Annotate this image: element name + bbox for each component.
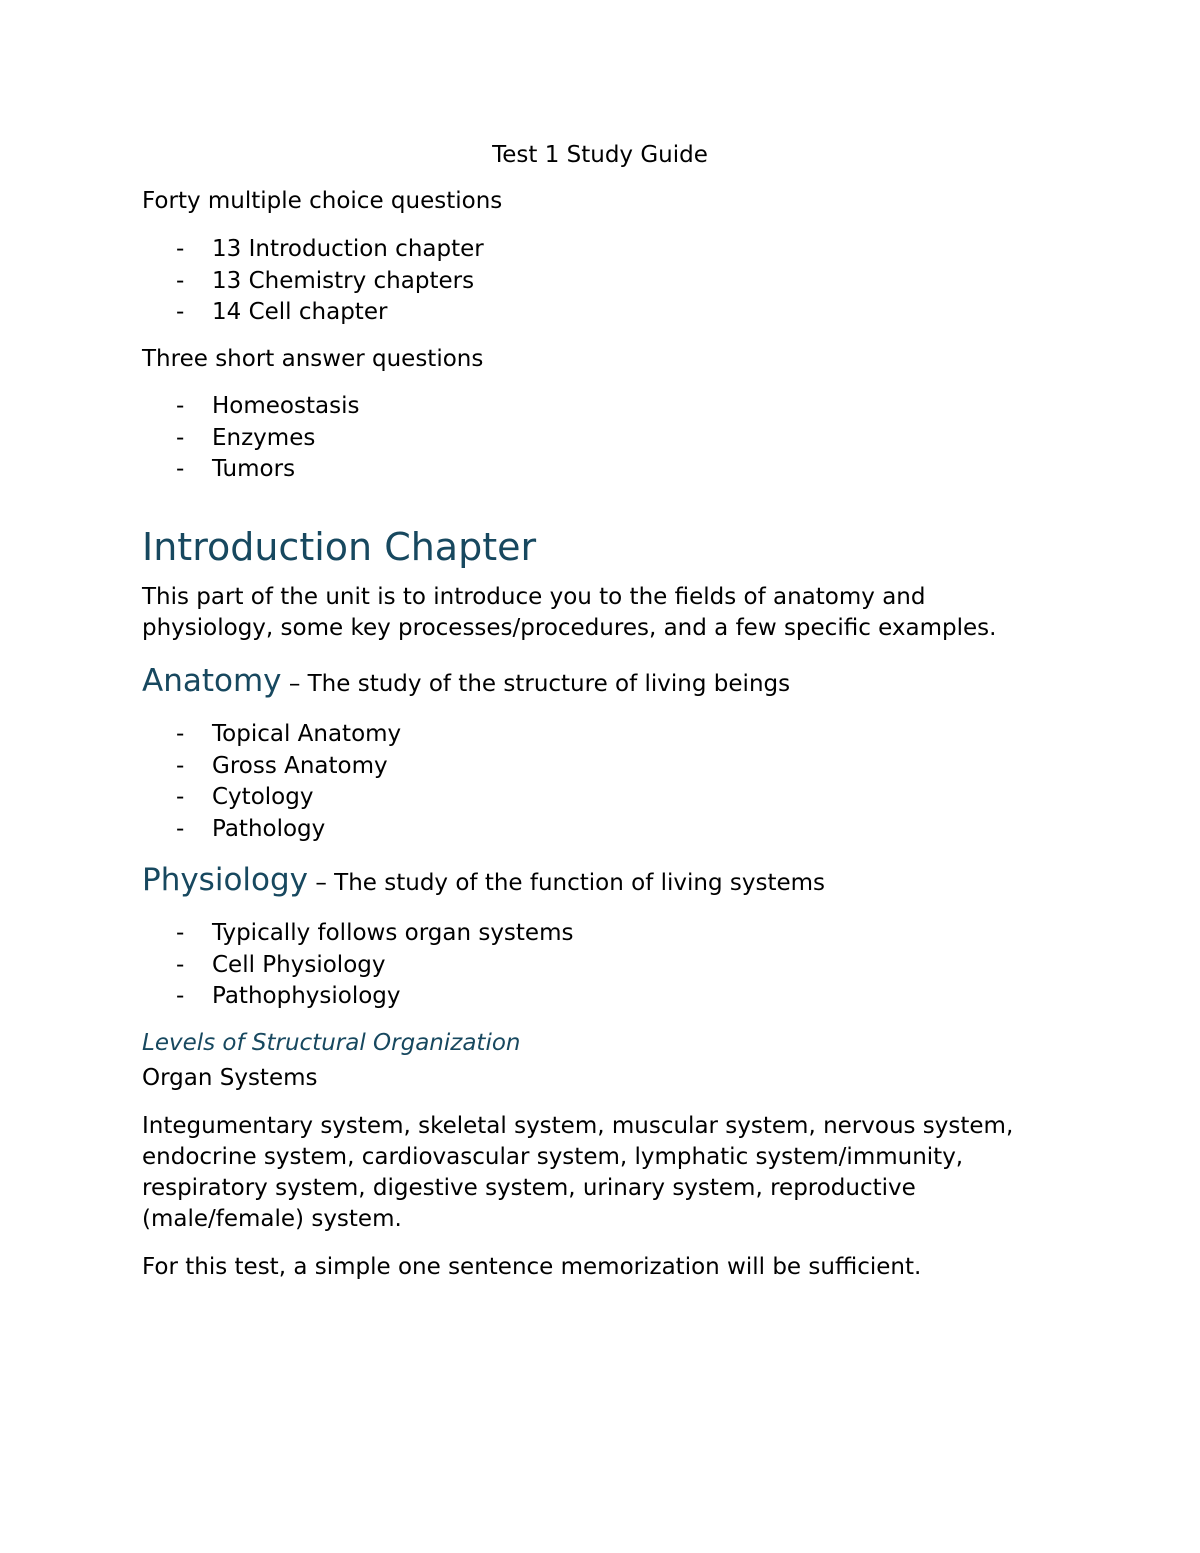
list-item: - Cytology <box>142 782 1050 814</box>
organ-systems-paragraph: Integumentary system, skeletal system, muscular system, nervous system, endocrine system, cardiovascular system, lymphatic system/immunity, respiratory system, digestive system, urinary system, reproductive (male/female) system. <box>142 1113 1014 1232</box>
dash-bullet: - <box>176 784 185 810</box>
dash-bullet: - <box>176 299 185 325</box>
list-item: - Homeostasis <box>142 391 1050 423</box>
sa-list <box>142 391 1050 486</box>
organ-systems-label: Organ Systems <box>142 1065 318 1091</box>
intro-paragraph: This part of the unit is to introduce you to the fields of anatomy and physiology, some key processes/procedures, and a few specific examples. <box>142 584 997 641</box>
dash-bullet: - <box>176 983 185 1009</box>
dash-bullet: - <box>176 456 185 482</box>
anatomy-term: Anatomy <box>142 663 282 699</box>
anatomy-definition: – The study of the structure of living beings <box>281 671 791 697</box>
dash-bullet: - <box>176 424 185 451</box>
anatomy-heading <box>142 663 1050 702</box>
list-item: - Topical Anatomy <box>142 719 1050 751</box>
levels-heading: Levels of Structural Organization <box>142 1030 521 1056</box>
list-item: - Typically follows organ systems <box>142 918 1050 950</box>
page-title: Test 1 Study Guide <box>492 142 708 168</box>
list-item: - 14 Cell chapter <box>142 297 1050 329</box>
physiology-heading <box>142 862 1050 901</box>
list-item: - Pathophysiology <box>142 981 1050 1013</box>
dash-bullet: - <box>176 236 185 262</box>
closing-paragraph: For this test, a simple one sentence memorization will be sufficient. <box>142 1254 922 1280</box>
physiology-term: Physiology <box>142 862 309 898</box>
sa-intro: Three short answer questions <box>142 346 484 372</box>
intro-heading: Introduction Chapter <box>142 525 537 569</box>
physiology-list <box>142 918 1050 1013</box>
dash-bullet: - <box>176 920 185 946</box>
list-item: - Tumors <box>142 454 1050 486</box>
list-item: - Enzymes <box>142 423 1050 455</box>
list-item: - 13 Introduction chapter <box>142 234 1050 266</box>
dash-bullet: - <box>176 393 185 419</box>
list-item: - 13 Chemistry chapters <box>142 266 1050 298</box>
list-item: - Gross Anatomy <box>142 751 1050 783</box>
dash-bullet: - <box>176 951 185 978</box>
dash-bullet: - <box>176 267 185 294</box>
list-item: - Cell Physiology <box>142 950 1050 982</box>
dash-bullet: - <box>176 815 185 842</box>
dash-bullet: - <box>176 721 185 747</box>
list-item: - Pathology <box>142 814 1050 846</box>
mc-list <box>142 234 1050 329</box>
mc-intro: Forty multiple choice questions <box>142 188 503 214</box>
anatomy-list <box>142 719 1050 845</box>
dash-bullet: - <box>176 752 185 779</box>
physiology-definition: – The study of the function of living systems <box>308 870 826 896</box>
